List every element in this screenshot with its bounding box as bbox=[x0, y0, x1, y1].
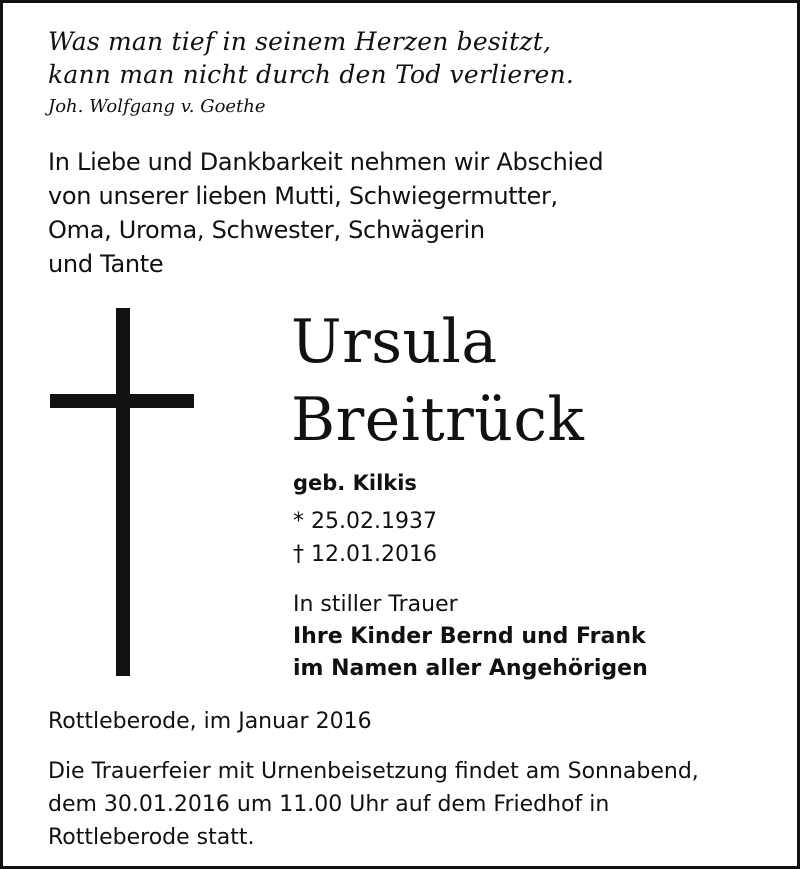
ceremony-line: Rottleberode statt. bbox=[48, 825, 255, 850]
farewell-line: von unserer lieben Mutti, Schwiegermutter, bbox=[48, 182, 558, 210]
ceremony-line: Die Trauerfeier mit Urnenbeisetzung findet am Sonnabend, bbox=[48, 759, 699, 784]
place-date: Rottleberode, im Januar 2016 bbox=[48, 709, 372, 734]
quote-author: Joh. Wolfgang v. Goethe bbox=[48, 96, 266, 117]
birth-name: geb. Kilkis bbox=[293, 471, 417, 495]
quote-line: kann man nicht durch den Tod verlieren. bbox=[48, 60, 574, 89]
farewell-line: und Tante bbox=[48, 250, 164, 278]
mourners-block bbox=[293, 589, 648, 685]
cross-icon bbox=[50, 308, 194, 676]
life-dates bbox=[293, 505, 437, 571]
farewell-text bbox=[48, 145, 603, 281]
goethe-quote bbox=[48, 25, 574, 91]
death-date: † 12.01.2016 bbox=[293, 542, 437, 567]
mourners-line: im Namen aller Angehörigen bbox=[293, 656, 648, 681]
last-name: Breitrück bbox=[291, 385, 585, 455]
mourners-line: Ihre Kinder Bernd und Frank bbox=[293, 624, 646, 649]
farewell-line: Oma, Uroma, Schwester, Schwägerin bbox=[48, 216, 485, 244]
quote-line: Was man tief in seinem Herzen besitzt, bbox=[48, 27, 552, 56]
mourners-intro: In stiller Trauer bbox=[293, 592, 458, 617]
deceased-name bbox=[291, 303, 584, 459]
birth-date: * 25.02.1937 bbox=[293, 509, 437, 534]
first-name: Ursula bbox=[291, 307, 498, 377]
ceremony-line: dem 30.01.2016 um 11.00 Uhr auf dem Friedhof in bbox=[48, 792, 610, 817]
farewell-line: In Liebe und Dankbarkeit nehmen wir Abschied bbox=[48, 148, 604, 176]
cross-vertical-bar bbox=[116, 308, 130, 676]
cross-horizontal-bar bbox=[50, 394, 194, 408]
ceremony-notice bbox=[48, 755, 699, 854]
